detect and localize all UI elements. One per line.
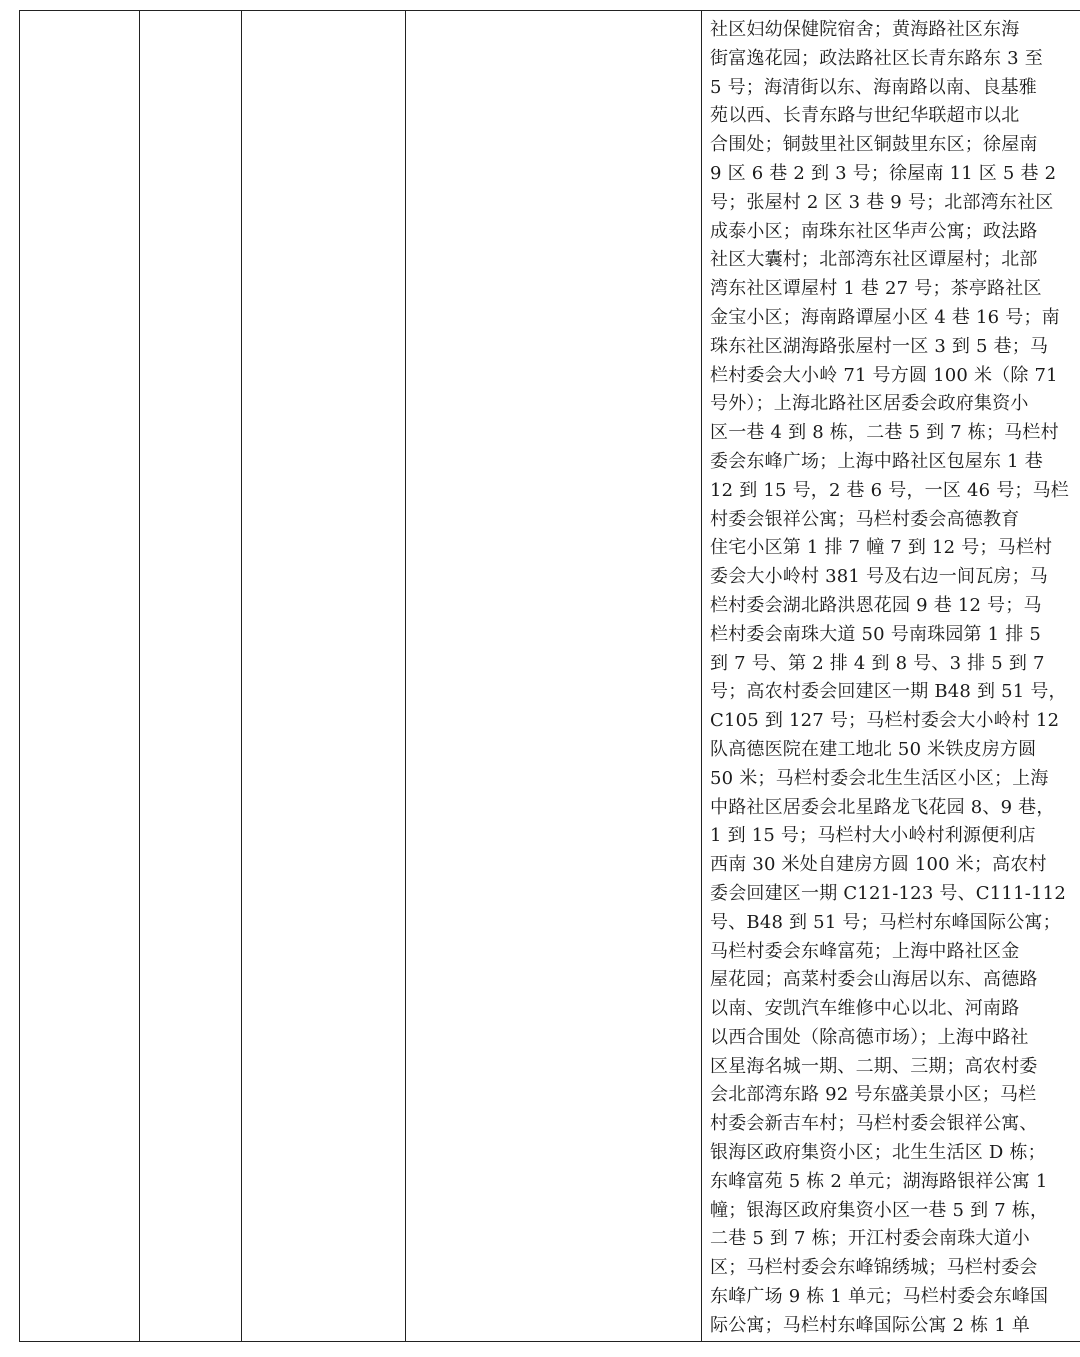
address-line: 5 号；海清街以东、海南路以南、良基雅 — [710, 76, 1037, 98]
address-line: 珠东社区湖海路张屋村一区 3 到 5 巷；马 — [710, 335, 1049, 357]
address-line: 1 到 15 号；马栏村大小岭村利源便利店 — [710, 825, 1036, 847]
address-line: 到 7 号、第 2 排 4 到 8 号、3 排 5 到 7 — [710, 652, 1045, 674]
address-line: 社区妇幼保健院宿舍；黄海路社区东海 — [710, 19, 1020, 40]
address-line: 9 区 6 巷 2 到 3 号；徐屋南 11 区 5 巷 2 — [710, 162, 1057, 184]
address-line: 成泰小区；南珠东社区华声公寓；政法路 — [710, 220, 1038, 242]
address-line: 屋花园；高菜村委会山海居以东、高德路 — [710, 969, 1038, 991]
address-line: 号；高农村委会回建区一期 B48 到 51 号， — [710, 681, 1067, 703]
empty-cell — [242, 11, 406, 1342]
address-line: 银海区政府集资小区；北生生活区 D 栋； — [710, 1142, 1046, 1164]
address-line: 住宅小区第 1 排 7 幢 7 到 12 号；马栏村 — [710, 537, 1053, 559]
address-line: 区；马栏村委会东峰锦绣城；马栏村委会 — [710, 1257, 1038, 1279]
address-line: 西南 30 米处自建房方圆 100 米；高农村 — [710, 854, 1047, 876]
address-line: 以南、安凯汽车维修中心以北、河南路 — [710, 998, 1020, 1020]
address-line: 50 米；马栏村委会北生生活区小区；上海 — [710, 767, 1049, 789]
address-line: 区一巷 4 到 8 栋，二巷 5 到 7 栋；马栏村 — [710, 422, 1059, 444]
address-line: 以西合围处（除高德市场）；上海中路社 — [710, 1026, 1029, 1048]
address-line: 社区大囊村；北部湾东社区谭屋村；北部 — [710, 249, 1038, 271]
address-line: 际公寓；马栏村东峰国际公寓 2 栋 1 单 — [710, 1314, 1030, 1336]
address-line: 号、B48 到 51 号；马栏村东峰国际公寓； — [710, 911, 1061, 933]
empty-cell — [20, 11, 140, 1342]
address-line: 号；张屋村 2 区 3 巷 9 号；北部湾东社区 — [710, 191, 1054, 213]
address-line: 马栏村委会东峰富苑；上海中路社区金 — [710, 940, 1020, 962]
address-line: 委会东峰广场；上海中路社区包屋东 1 巷 — [710, 450, 1043, 472]
address-line: 区星海名城一期、二期、三期；高农村委 — [710, 1055, 1038, 1077]
empty-cell — [140, 11, 242, 1342]
address-line: C105 到 127 号；马栏村委会大小岭村 12 — [710, 710, 1060, 732]
address-line: 东峰广场 9 栋 1 单元；马栏村委会东峰国 — [710, 1286, 1049, 1308]
address-line: 栏村委会南珠大道 50 号南珠园第 1 排 5 — [710, 623, 1042, 645]
address-line: 二巷 5 到 7 栋；开江村委会南珠大道小 — [710, 1228, 1030, 1250]
address-line: 队高德医院在建工地北 50 米铁皮房方圆 — [710, 738, 1037, 760]
address-line: 委会回建区一期 C121-123 号、C111-112 — [710, 882, 1066, 904]
empty-cell — [406, 11, 702, 1342]
address-line: 中路社区居委会北星路龙飞花园 8、9 巷， — [710, 796, 1055, 818]
address-line: 号外）；上海北路社区居委会政府集资小 — [710, 393, 1029, 415]
address-line: 幢；银海区政府集资小区一巷 5 到 7 栋， — [710, 1199, 1049, 1221]
address-line: 委会大小岭村 381 号及右边一间瓦房；马 — [710, 566, 1048, 588]
address-line: 会北部湾东路 92 号东盛美景小区；马栏 — [710, 1084, 1037, 1106]
address-line: 村委会银祥公寓；马栏村委会高德教育 — [710, 508, 1020, 530]
address-list-cell — [702, 11, 1080, 1342]
address-line: 12 到 15 号，2 巷 6 号，一区 46 号；马栏 — [710, 479, 1069, 501]
address-line: 苑以西、长青东路与世纪华联超市以北 — [710, 105, 1020, 127]
table-row — [20, 11, 1080, 1342]
address-line: 东峰富苑 5 栋 2 单元；湖海路银祥公寓 1 — [710, 1170, 1048, 1192]
address-line: 合围处；铜鼓里社区铜鼓里东区；徐屋南 — [710, 134, 1038, 156]
address-line: 村委会新吉车村；马栏村委会银祥公寓、 — [710, 1113, 1038, 1135]
address-line: 金宝小区；海南路谭屋小区 4 巷 16 号；南 — [710, 306, 1060, 328]
document-table — [19, 10, 1080, 1342]
address-line: 街富逸花园；政法路社区长青东路东 3 至 — [710, 47, 1043, 69]
address-line: 湾东社区谭屋村 1 巷 27 号；茶亭路社区 — [710, 278, 1042, 300]
address-line: 栏村委会大小岭 71 号方圆 100 米（除 71 — [710, 364, 1058, 386]
address-line: 栏村委会湖北路洪恩花园 9 巷 12 号；马 — [710, 594, 1042, 616]
